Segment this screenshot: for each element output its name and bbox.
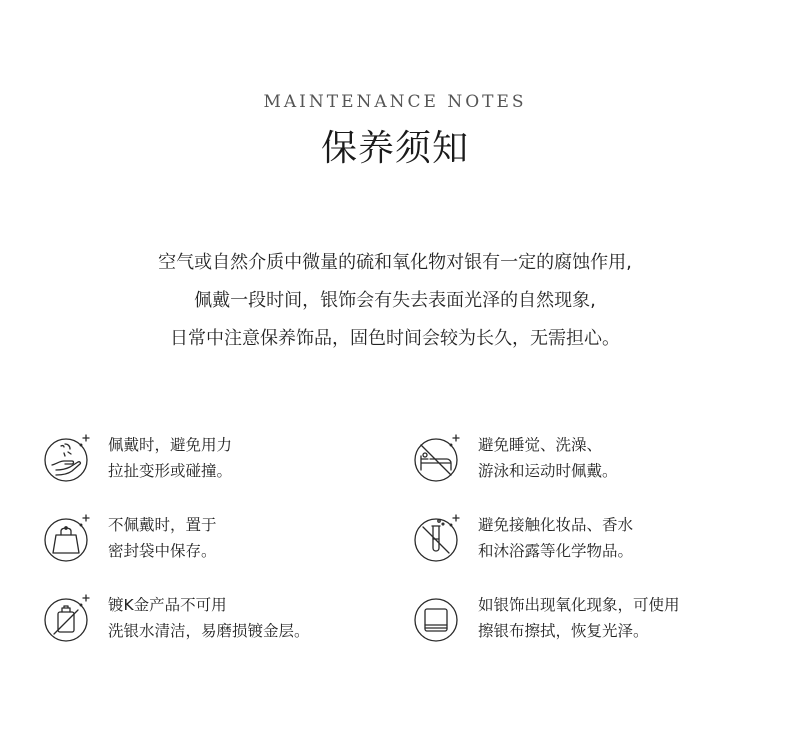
intro-line: 空气或自然介质中微量的硫和氧化物对银有一定的腐蚀作用, [158,252,632,273]
tip-text-line: 和沐浴露等化学物品。 [478,542,634,560]
tip-text-line: 擦银布擦拭，恢复光泽。 [478,622,649,640]
tip-item [42,512,382,568]
tip-item [412,512,752,568]
polishing-cloth-icon [412,592,464,644]
tip-item [412,592,752,648]
storage-bag-icon [42,512,94,564]
tip-text-line: 游泳和运动时佩戴。 [478,462,618,480]
tip-text-line: 避免接触化妆品、香水 [478,516,634,534]
hand-force-icon [42,432,94,484]
intro-line: 日常中注意保养饰品，固色时间会较为长久，无需担心。 [170,328,620,349]
no-washing-bottle-icon [42,592,94,644]
tip-item [42,432,382,488]
tip-text-line: 镀K金产品不可用 [108,596,227,614]
no-chemical-tube-icon [412,512,464,564]
tip-text-line: 避免睡觉、洗澡、 [478,436,603,454]
page-eyebrow: MAINTENANCE NOTES [263,92,527,112]
intro-paragraph [0,244,790,358]
tip-item [412,432,752,488]
tip-item [42,592,382,648]
tip-text-line: 密封袋中保存。 [108,542,217,560]
tip-text-line: 如银饰出现氧化现象，可使用 [478,596,680,614]
tip-text-line: 佩戴时，避免用力 [108,436,233,454]
tip-text-line: 洗银水清洁，易磨损镀金层。 [108,622,310,640]
page-title: 保养须知 [320,128,469,169]
no-sleep-bed-icon [412,432,464,484]
intro-line: 佩戴一段时间，银饰会有失去表面光泽的自然现象, [194,290,596,311]
tip-text-line: 不佩戴时，置于 [108,516,217,534]
tip-text-line: 拉扯变形或碰撞。 [108,462,233,480]
